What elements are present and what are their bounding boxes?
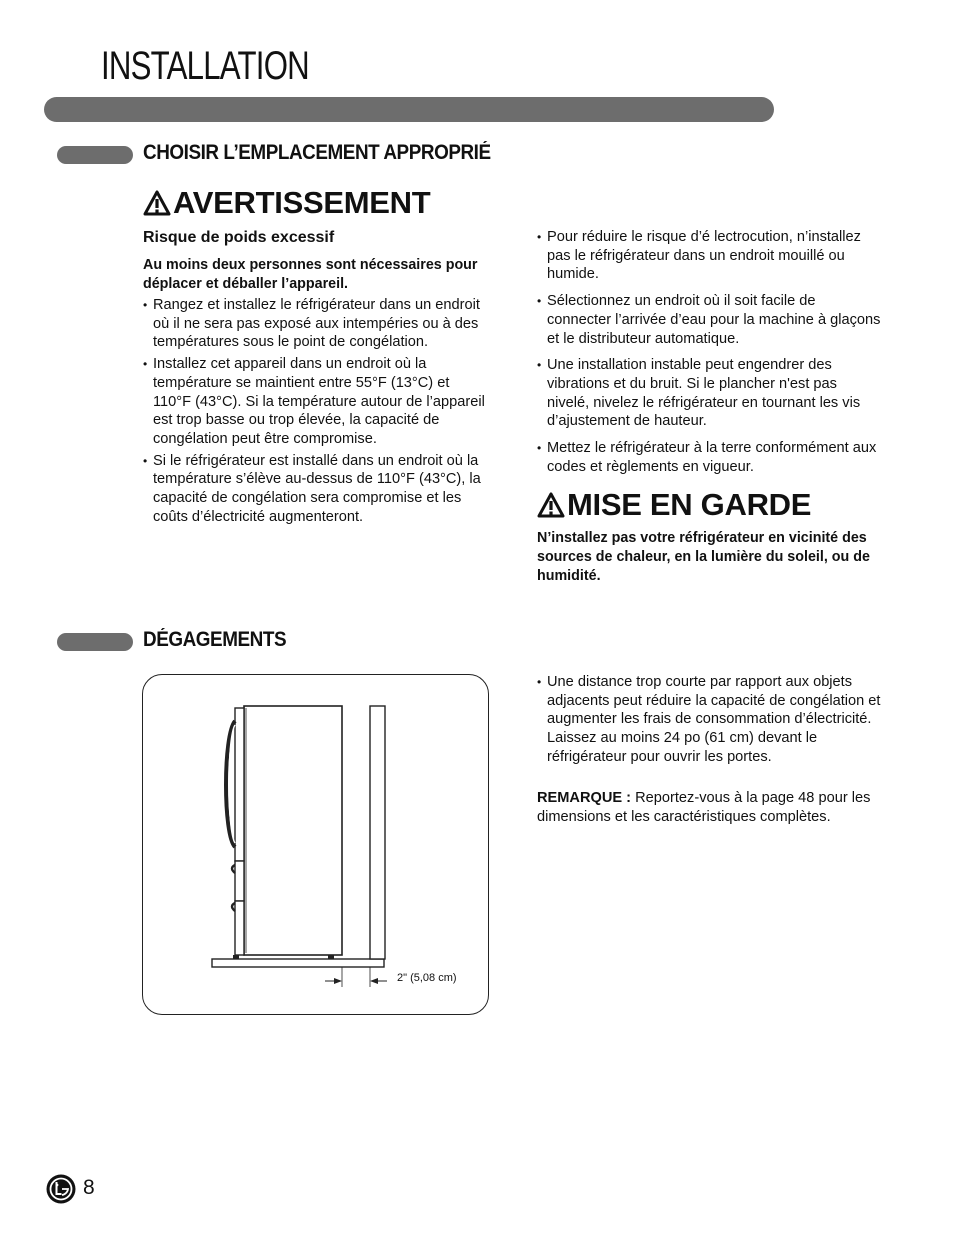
list-item — [537, 673, 897, 767]
clearance-bullet-continued: Laissez au moins 24 po (61 cm) devant le réfrigérateur pour ouvrir les portes. — [547, 730, 818, 765]
warning-right-list — [537, 228, 882, 476]
list-item: • Mettez le réfrigérateur à la terre conformément aux codes et règlements en vigueur. — [537, 439, 882, 476]
lg-logo-icon — [46, 1174, 76, 1204]
page-title: INSTALLATION — [101, 44, 309, 88]
warning-triangle-icon — [143, 190, 171, 216]
refrigerator-side-view — [143, 675, 490, 1016]
remark — [537, 789, 902, 826]
clearance-diagram — [142, 674, 489, 1015]
list-item: • Rangez et installez le réfrigérateur dans un endroit où il ne sera pas exposé aux intempéries ou à des températures sous le point de congélation. — [143, 296, 488, 352]
section-marker — [57, 633, 133, 651]
page-number: 8 — [83, 1176, 95, 1199]
warning-heading — [143, 185, 430, 221]
list-item: • Pour réduire le risque d’é lectrocution, n’installez pas le réfrigérateur dans un endroit mouillé ou humide. — [537, 228, 882, 284]
section-heading-clearances: DÉGAGEMENTS — [143, 628, 287, 651]
section-marker — [57, 146, 133, 164]
caution-note: N’installez pas votre réfrigérateur en vicinité des sources de chaleur, en la lumière du soleil, ou de humidité. — [537, 530, 870, 584]
remark-text: Reportez-vous à la page 48 pour les dimensions et les caractéristiques complètes. — [537, 790, 871, 825]
warning-note: Au moins deux personnes sont nécessaires pour déplacer et déballer l’appareil. — [143, 257, 478, 292]
warning-title: AVERTISSEMENT — [173, 185, 431, 220]
title-bar — [44, 97, 774, 122]
list-item: • Installez cet appareil dans un endroit où la température se maintient entre 55°F (13°C) et 110°F (43°C). Si la température autour de l’appareil est trop basse ou trop élevée, la capacité de congélation peut être compromise. — [143, 355, 488, 449]
list-item: • Une installation instable peut engendrer des vibrations et du bruit. Si le plancher n'est pas nivelé, nivelez le réfrigérateur en tournant les vis d’ajustement de hauteur. — [537, 356, 882, 431]
warning-left-list — [143, 296, 488, 526]
warning-triangle-icon — [537, 492, 565, 518]
dimension-label: 2" (5,08 cm) — [397, 972, 457, 984]
clearance-bullet-text: Une distance trop courte par rapport aux objets adjacents peut réduire la capacité de congélation et augmenter les frais de consommation d’électricité. — [547, 674, 881, 728]
warning-subheading: Risque de poids excessif — [143, 229, 335, 246]
list-item: • Si le réfrigérateur est installé dans un endroit où la température s’élève au-dessus de 110°F (43°C), la capacité de congélation sera compromise et les coûts d’électricité augmenteront. — [143, 452, 488, 527]
list-item: • Sélectionnez un endroit où il soit facile de connecter l’arrivée d’eau pour la machine à glaçons et le distributeur automatique. — [537, 292, 882, 348]
caution-heading — [537, 487, 811, 523]
caution-title: MISE EN GARDE — [567, 487, 812, 522]
clearance-list — [537, 673, 897, 767]
remark-label: REMARQUE : — [537, 790, 632, 806]
section-heading-location: CHOISIR L’EMPLACEMENT APPROPRIÉ — [143, 141, 491, 164]
